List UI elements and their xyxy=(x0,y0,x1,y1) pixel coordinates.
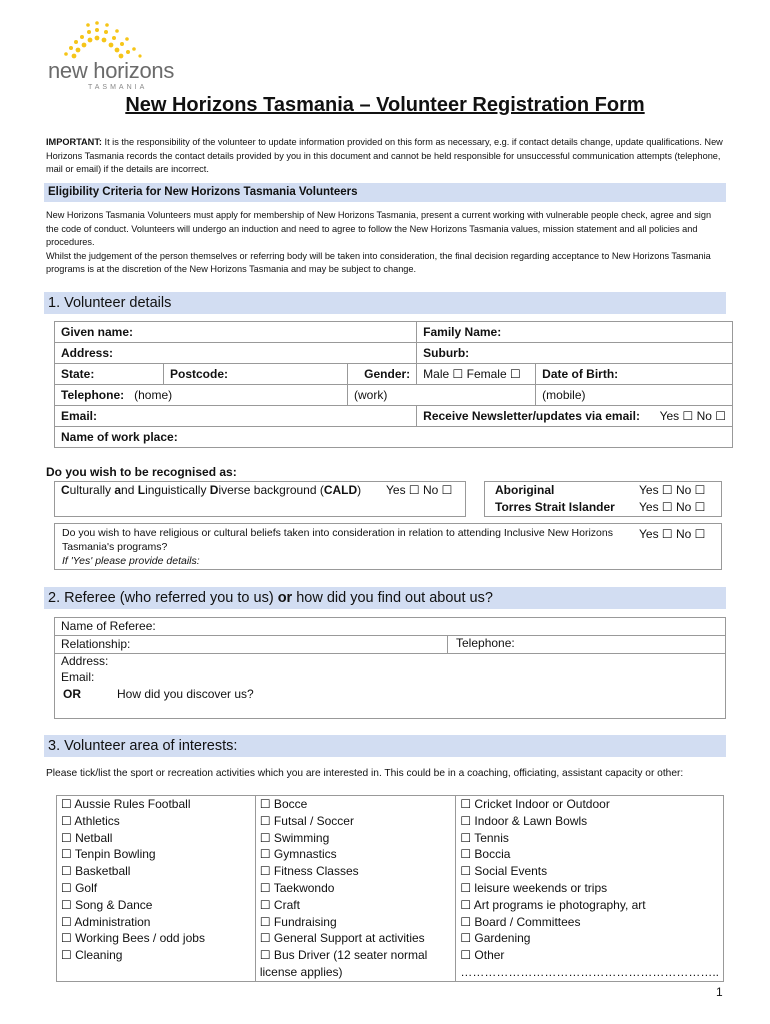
cald-l: L xyxy=(137,483,146,497)
relationship-field[interactable]: Relationship: xyxy=(61,637,131,651)
discover-field[interactable]: How did you discover us? xyxy=(117,687,254,701)
interest-option[interactable]: ☐ Golf xyxy=(61,880,98,895)
interests-column-2 xyxy=(255,796,455,982)
interest-option[interactable]: ☐ Administration xyxy=(61,914,151,929)
cald-c: C xyxy=(61,483,70,497)
interest-option[interactable]: ☐ Athletics xyxy=(61,813,120,828)
cald-t5: ) xyxy=(357,483,362,497)
tsi-options[interactable]: Yes ☐ No ☐ xyxy=(639,500,706,514)
interests-column-1 xyxy=(57,796,256,982)
section-1-heading: 1. Volunteer details xyxy=(44,292,726,314)
interest-option[interactable]: ☐ Indoor & Lawn Bowls xyxy=(460,813,588,828)
section-2-heading-a: 2. Referee (who referred you to us) xyxy=(48,590,278,606)
referee-name-field[interactable]: Name of Referee: xyxy=(61,619,156,633)
interest-option[interactable]: ☐ Tennis xyxy=(460,830,509,845)
telephone-work-field[interactable]: (work) xyxy=(348,385,536,406)
cald-a: a xyxy=(114,483,122,497)
family-name-field[interactable]: Family Name: xyxy=(417,322,733,343)
aboriginal-label: Aboriginal xyxy=(495,483,555,497)
workplace-field[interactable]: Name of work place: xyxy=(55,427,733,448)
interest-option[interactable]: ……………………………………………………….. xyxy=(460,964,719,979)
section-2-heading-or: or xyxy=(277,590,293,606)
interests-list-2 xyxy=(260,796,451,981)
interests-column-3 xyxy=(456,796,724,982)
interests-intro: Please tick/list the sport or recreation activities which you are interested in. This could be in a coaching, officiating, assistant capacity or other: xyxy=(46,768,684,779)
interest-option[interactable]: ☐ leisure weekends or trips xyxy=(460,880,608,895)
cald-options[interactable]: Yes ☐ No ☐ xyxy=(386,483,453,497)
telephone-mobile-field[interactable]: (mobile) xyxy=(536,385,733,406)
referee-box xyxy=(54,617,726,719)
interest-option[interactable]: ☐ Futsal / Soccer xyxy=(259,813,354,828)
date-of-birth-field[interactable]: Date of Birth: xyxy=(536,364,733,385)
eligibility-text xyxy=(46,209,726,277)
referee-telephone-field[interactable]: Telephone: xyxy=(447,636,515,653)
referee-address-field[interactable]: Address: xyxy=(61,654,109,668)
gender-options[interactable]: Male ☐ Female ☐ xyxy=(417,364,536,385)
interest-option[interactable]: ☐ Basketball xyxy=(61,864,131,879)
section-2-heading-b: how did you find out about us? xyxy=(292,590,493,606)
logo xyxy=(44,18,194,96)
interest-option[interactable]: ☐ Boccia xyxy=(460,847,511,862)
interest-option[interactable]: ☐ Aussie Rules Football xyxy=(61,797,191,811)
beliefs-options[interactable]: Yes ☐ No ☐ xyxy=(639,527,706,541)
gender-label: Gender: xyxy=(348,364,417,385)
interest-option[interactable]: ☐ Cleaning xyxy=(61,948,123,963)
email-field[interactable]: Email: xyxy=(55,406,417,427)
home-label: (home) xyxy=(134,388,173,402)
aboriginal-options[interactable]: Yes ☐ No ☐ xyxy=(639,483,706,497)
important-notice xyxy=(46,136,726,177)
interest-option[interactable]: ☐ Gardening xyxy=(460,931,531,946)
interest-option[interactable]: ☐ Other xyxy=(460,948,505,963)
beliefs-note: If 'Yes' please provide details: xyxy=(62,555,200,567)
sunburst-icon xyxy=(44,18,194,62)
interest-option[interactable]: ☐ Bocce xyxy=(259,797,308,811)
logo-subtitle: TASMANIA xyxy=(88,84,148,91)
interest-option[interactable]: ☐ Social Events xyxy=(460,864,548,879)
eligibility-paragraph-2: Whilst the judgement of the person themselves or referring body will be taken into consideration, the final decision regarding acceptance to New Horizons Tasmania programs is at the discretion of the New Horizons Tasmania and may be subject to change. xyxy=(46,250,711,275)
interest-option[interactable]: ☐ Working Bees / odd jobs xyxy=(61,931,205,946)
logo-wordmark: new horizons xyxy=(48,58,175,83)
tsi-label: Torres Strait Islander xyxy=(495,500,615,514)
beliefs-box xyxy=(54,523,722,570)
interests-list-3 xyxy=(460,796,719,981)
interest-option[interactable]: ☐ Fitness Classes xyxy=(259,864,359,879)
section-3-heading: 3. Volunteer area of interests: xyxy=(44,735,726,757)
cald-t3: inguistically xyxy=(145,483,210,497)
page-title: New Horizons Tasmania – Volunteer Registration Form xyxy=(125,94,645,116)
referee-email-field[interactable]: Email: xyxy=(61,670,95,684)
relationship-row xyxy=(55,635,725,654)
cald-abbr: CALD xyxy=(323,483,358,497)
interest-option[interactable]: ☐ Tenpin Bowling xyxy=(61,847,156,862)
interest-option[interactable]: ☐ Art programs ie photography, art xyxy=(460,897,646,912)
telephone-label: Telephone: xyxy=(61,388,125,402)
section-2-heading xyxy=(44,587,726,609)
interest-option[interactable]: ☐ Craft xyxy=(259,897,300,912)
given-name-field[interactable]: Given name: xyxy=(55,322,417,343)
interests-list-1 xyxy=(61,796,251,964)
interest-option[interactable]: ☐ Board / Committees xyxy=(460,914,581,929)
indigenous-box xyxy=(484,481,722,517)
newsletter-options[interactable]: Yes ☐ No ☐ xyxy=(659,409,726,423)
interests-table xyxy=(56,795,724,982)
eligibility-paragraph-1: New Horizons Tasmania Volunteers must apply for membership of New Horizons Tasmania, present a current working with vulnerable people check, agree and sign the code of conduct. Volunteers will undergo an induction and need to agree to follow the New Horizons Tasmania values, mission statement and all policies and procedures. xyxy=(46,210,712,248)
cald-box xyxy=(54,481,466,517)
address-field[interactable]: Address: xyxy=(55,343,417,364)
cald-d: D xyxy=(209,483,219,497)
interest-option[interactable]: ☐ Netball xyxy=(61,830,113,845)
interest-option[interactable]: ☐ General Support at activities xyxy=(259,931,425,946)
important-label: IMPORTANT: xyxy=(46,137,102,147)
interest-option[interactable]: ☐ Fundraising xyxy=(259,914,337,929)
cald-t2: nd xyxy=(121,483,138,497)
eligibility-heading: Eligibility Criteria for New Horizons Tasmania Volunteers xyxy=(44,183,726,202)
cald-t4: iverse background ( xyxy=(218,483,324,497)
telephone-home-field[interactable] xyxy=(55,385,348,406)
interest-option[interactable]: ☐ Swimming xyxy=(259,830,330,845)
important-text: It is the responsibility of the volunteer to update information provided on this form as necessary, e.g. if contact details change, update qualifications. New Horizons Tasmania records the contact details provided by you in this document and cannot be held responsible for unsuccessful communication attempts (telephone, mail or email) if the details are incorrect. xyxy=(46,137,723,175)
volunteer-details-table xyxy=(54,321,733,448)
state-field[interactable]: State: xyxy=(55,364,164,385)
interest-option[interactable]: ☐ Cricket Indoor or Outdoor xyxy=(460,797,610,811)
newsletter-field[interactable] xyxy=(417,406,733,427)
interest-option[interactable]: ☐ Taekwondo xyxy=(259,880,335,895)
interest-option[interactable]: ☐ Gymnastics xyxy=(259,847,337,862)
cald-label xyxy=(61,483,361,497)
interest-option[interactable]: ☐ Bus Driver (12 seater normal license applies) xyxy=(259,948,428,979)
beliefs-question: Do you wish to have religious or cultural beliefs taken into consideration in relation to attending Inclusive New Horizons Tasmania's programs? xyxy=(62,527,613,553)
or-label: OR xyxy=(63,687,81,701)
newsletter-label: Receive Newsletter/updates via email: xyxy=(423,409,640,423)
interest-option[interactable]: ☐ Song & Dance xyxy=(61,897,153,912)
cald-t1: ulturally xyxy=(69,483,115,497)
postcode-field[interactable]: Postcode: xyxy=(164,364,348,385)
recognised-question: Do you wish to be recognised as: xyxy=(46,465,237,479)
page-number: 1 xyxy=(716,985,723,999)
suburb-field[interactable]: Suburb: xyxy=(417,343,733,364)
